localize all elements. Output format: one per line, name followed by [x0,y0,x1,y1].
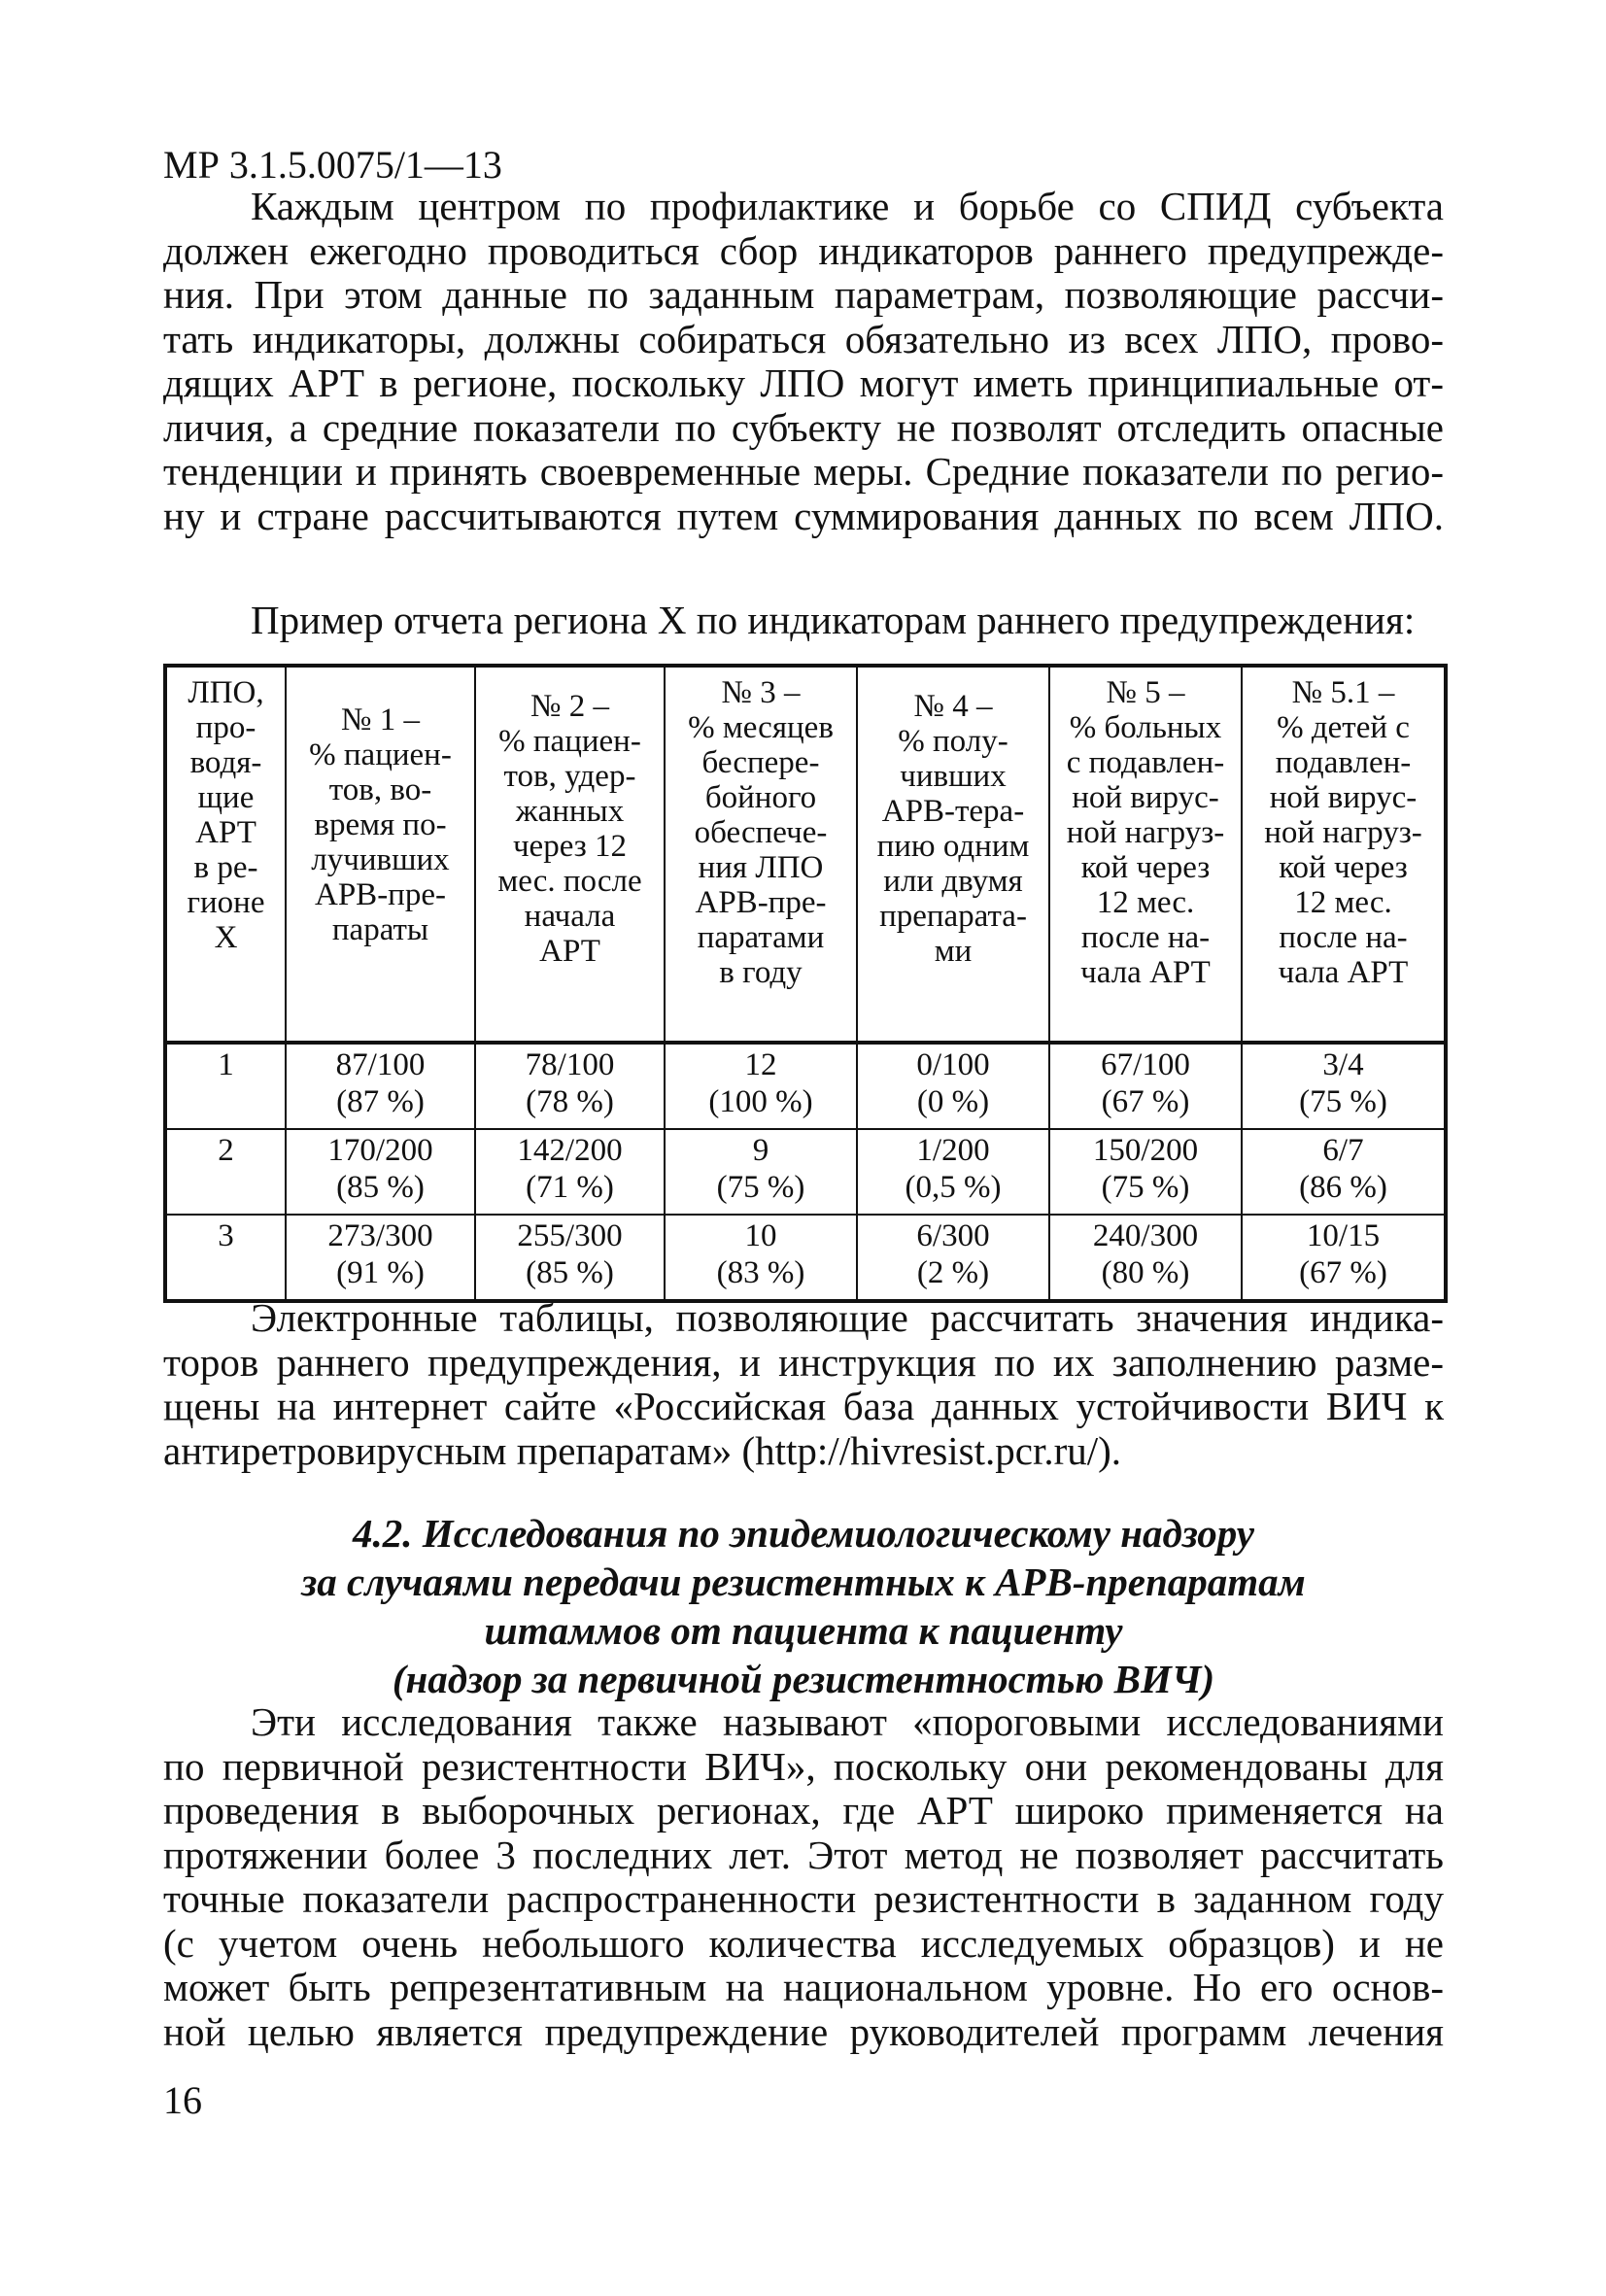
section-heading-line: за случаями передачи резистентных к АРВ-препаратам [301,1559,1306,1604]
paragraph-line: проведения в выборочных регионах, где АРТ широко применяется на [163,1788,1444,1833]
header-cell-lpo: ЛПО, про- водя- щие АРТ в ре- гионе X [165,666,286,1043]
header-cell-indicator-2: № 2 – % пациен- тов, удер- жанных через 12 мес. после начала АРТ [475,666,665,1043]
table-cell-lpo-number: 3 [165,1215,286,1301]
page-number: 16 [163,2078,202,2122]
section-heading-line: (надзор за первичной резистентностью ВИЧ) [392,1657,1215,1701]
table-cell: 0/100 (0 %) [857,1043,1049,1129]
paragraph-line: (с учетом очень небольшого количества исследуемых образцов) и не [163,1920,1444,1966]
table-cell: 10/15 (67 %) [1242,1215,1446,1301]
paragraph-line: Каждым центром по профилактике и борьбе со СПИД субъекта [251,184,1444,228]
paragraph-line: протяжении более 3 последних лет. Этот метод не позволяет рассчитать [163,1832,1444,1877]
table-cell: 273/300 (91 %) [286,1215,475,1301]
paragraph-line: торов раннего предупреждения, и инструкция по их заполнению разме- [163,1339,1444,1385]
paragraph-line: тать индикаторы, должны собираться обязательно из всех ЛПО, прово- [163,316,1444,361]
table-row [165,1215,1446,1301]
indicators-table [163,664,1448,1303]
paragraph-line: тенденции и принять своевременные меры. Средние показатели по регио- [163,449,1444,494]
table-cell: 87/100 (87 %) [286,1043,475,1129]
table-cell: 10 (83 %) [665,1215,857,1301]
paragraph-line: щены на интернет сайте «Российская база данных устойчивости ВИЧ к [163,1384,1444,1428]
paragraph-line: антиретровирусным препаратам» (http://hivresist.pcr.ru/). [163,1427,1122,1473]
paragraph-line: Эти исследования также называют «пороговыми исследованиями [251,1699,1444,1744]
table-cell-lpo-number: 2 [165,1129,286,1215]
table-cell: 170/200 (85 %) [286,1129,475,1215]
table-row [165,1129,1446,1215]
table-cell: 255/300 (85 %) [475,1215,665,1301]
table-cell: 67/100 (67 %) [1049,1043,1242,1129]
paragraph-line: дящих АРТ в регионе, поскольку ЛПО могут иметь принципиальные от- [163,360,1444,405]
table-cell-lpo-number: 1 [165,1043,286,1129]
header-cell-indicator-3: № 3 – % месяцев беспере- бойного обеспече- ния ЛПО АРВ-пре- паратами в году [665,666,857,1043]
section-heading [163,1509,1444,1703]
header-cell-indicator-4: № 4 – % полу- чивших АРВ-тера- пию одним или двумя препарата- ми [857,666,1049,1043]
paragraph-line: Электронные таблицы, позволяющие рассчитать значения индика- [251,1295,1444,1340]
paragraph-indicators-collection [163,185,1444,538]
paragraph-line: личия, а средние показатели по субъекту не позволят отследить опасные [163,404,1444,450]
paragraph-line: ну и стране рассчитываются путем суммирования данных по всем ЛПО. [163,493,1444,538]
table-caption: Пример отчета региона X по индикаторам раннего предупреждения: [251,598,1416,642]
header-cell-indicator-5: № 5 – % больных с подавлен- ной вирус- ной нагруз- кой через 12 мес. после на- чала АРТ [1049,666,1242,1043]
paragraph-threshold-studies [163,1700,1444,2054]
table-cell: 142/200 (71 %) [475,1129,665,1215]
table-cell: 3/4 (75 %) [1242,1043,1446,1129]
paragraph-electronic-tables [163,1296,1444,1473]
header-cell-indicator-1: № 1 – % пациен- тов, во- время по- лучивших АРВ-пре- параты [286,666,475,1043]
paragraph-line: ной целью является предупреждение руководителей программ лечения [163,2008,1444,2054]
section-heading-line: 4.2. Исследования по эпидемиологическому надзору [353,1511,1254,1556]
paragraph-line: должен ежегодно проводиться сбор индикаторов раннего предупрежде- [163,227,1444,273]
table-header-row [165,666,1446,1043]
table-cell: 150/200 (75 %) [1049,1129,1242,1215]
paragraph-line: по первичной резистентности ВИЧ», поскольку они рекомендованы для [163,1743,1444,1789]
paragraph-line: может быть репрезентативным на национальном уровне. Но его основ- [163,1965,1444,2009]
table-cell: 6/7 (86 %) [1242,1129,1446,1215]
table-cell: 9 (75 %) [665,1129,857,1215]
table-cell: 1/200 (0,5 %) [857,1129,1049,1215]
table-cell: 12 (100 %) [665,1043,857,1129]
table-cell: 78/100 (78 %) [475,1043,665,1129]
table-cell: 240/300 (80 %) [1049,1215,1242,1301]
header-cell-indicator-5-1: № 5.1 – % детей с подавлен- ной вирус- ной нагруз- кой через 12 мес. после на- чала АРТ [1242,666,1446,1043]
document-code: МР 3.1.5.0075/1—13 [163,143,502,187]
table-cell: 6/300 (2 %) [857,1215,1049,1301]
paragraph-line: ния. При этом данные по заданным параметрам, позволяющие рассчи- [163,272,1444,317]
table-row [165,1043,1446,1129]
paragraph-line: точные показатели распространенности резистентности в заданном году [163,1876,1444,1921]
section-heading-line: штаммов от пациента к пациенту [484,1608,1123,1653]
